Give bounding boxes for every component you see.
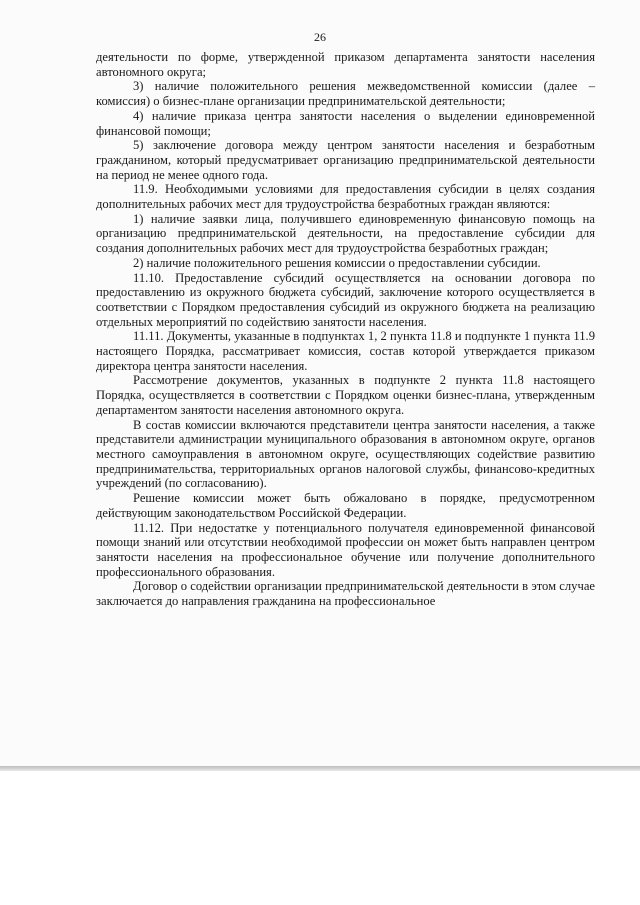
paragraph: 11.10. Предоставление субсидий осуществляется на основании договора по предоставлению из окружного бюджета субсидий, заключение которого осуществляется в соответствии с Порядком предоставления субсидий из окружного бюджета на реализацию отдельных мероприятий по содействию занятости населения. (96, 270, 595, 329)
page-number: 26 (314, 30, 326, 44)
paragraph: 5) заключение договора между центром занятости населения и безработным гражданином, который предусматривает организацию предпринимательской деятельности на период не менее одного года. (96, 138, 595, 182)
paragraph: 1) наличие заявки лица, получившего единовременную финансовую помощь на организацию предпринимательской деятельности, на предоставление субсидии для создания дополнительных рабочих мест для трудоустройства безработных граждан; (96, 211, 595, 256)
paragraph: деятельности по форме, утвержденной приказом департамента занятости населения автономного округа; (96, 50, 595, 79)
paragraph: Договор о содействии организации предпринимательской деятельности в этом случае заключается до направления гражданина на профессиональное (96, 579, 595, 609)
paragraph: 11.11. Документы, указанные в подпунктах 1, 2 пункта 11.8 и подпункте 1 пункта 11.9 настоящего Порядка, рассматривает комиссия, состав которой утверждается приказом директора центра занятости населения. (96, 329, 595, 373)
scan-edge (0, 766, 640, 771)
paragraph: 11.9. Необходимыми условиями для предоставления субсидии в целях создания дополнительных рабочих мест для трудоустройства безработных граждан являются: (96, 182, 595, 212)
paragraph: Рассмотрение документов, указанных в подпункте 2 пункта 11.8 настоящего Порядка, осуществляется в соответствии с Порядком оценки бизнес-плана, утвержденным департаментом занятости населения автономного округа. (96, 373, 595, 417)
document-body (96, 50, 595, 609)
paragraph: 11.12. При недостатке у потенциального получателя единовременной финансовой помощи знаний или отсутствии необходимой профессии он может быть направлен центром занятости населения на профессиональное обучение или получение дополнительного профессионального образования. (96, 520, 595, 579)
paragraph: Решение комиссии может быть обжаловано в порядке, предусмотренном действующим законодательством Российской Федерации. (96, 491, 595, 520)
paragraph: 3) наличие положительного решения межведомственной комиссии (далее – комиссия) о бизнес-плане организации предпринимательской деятельности; (96, 79, 595, 109)
paragraph: В состав комиссии включаются представители центра занятости населения, а также представители администрации муниципального образования в автономном округе, органов местного самоуправления в автономном округе, осуществляющих содействие развитию предпринимательства, территориальных органов налоговой службы, финансово-кредитных учреждений (по согласованию). (96, 417, 595, 491)
paragraph: 4) наличие приказа центра занятости населения о выделении единовременной финансовой помощи; (96, 108, 595, 138)
paragraph: 2) наличие положительного решения комиссии о предоставлении субсидии. (133, 255, 541, 270)
